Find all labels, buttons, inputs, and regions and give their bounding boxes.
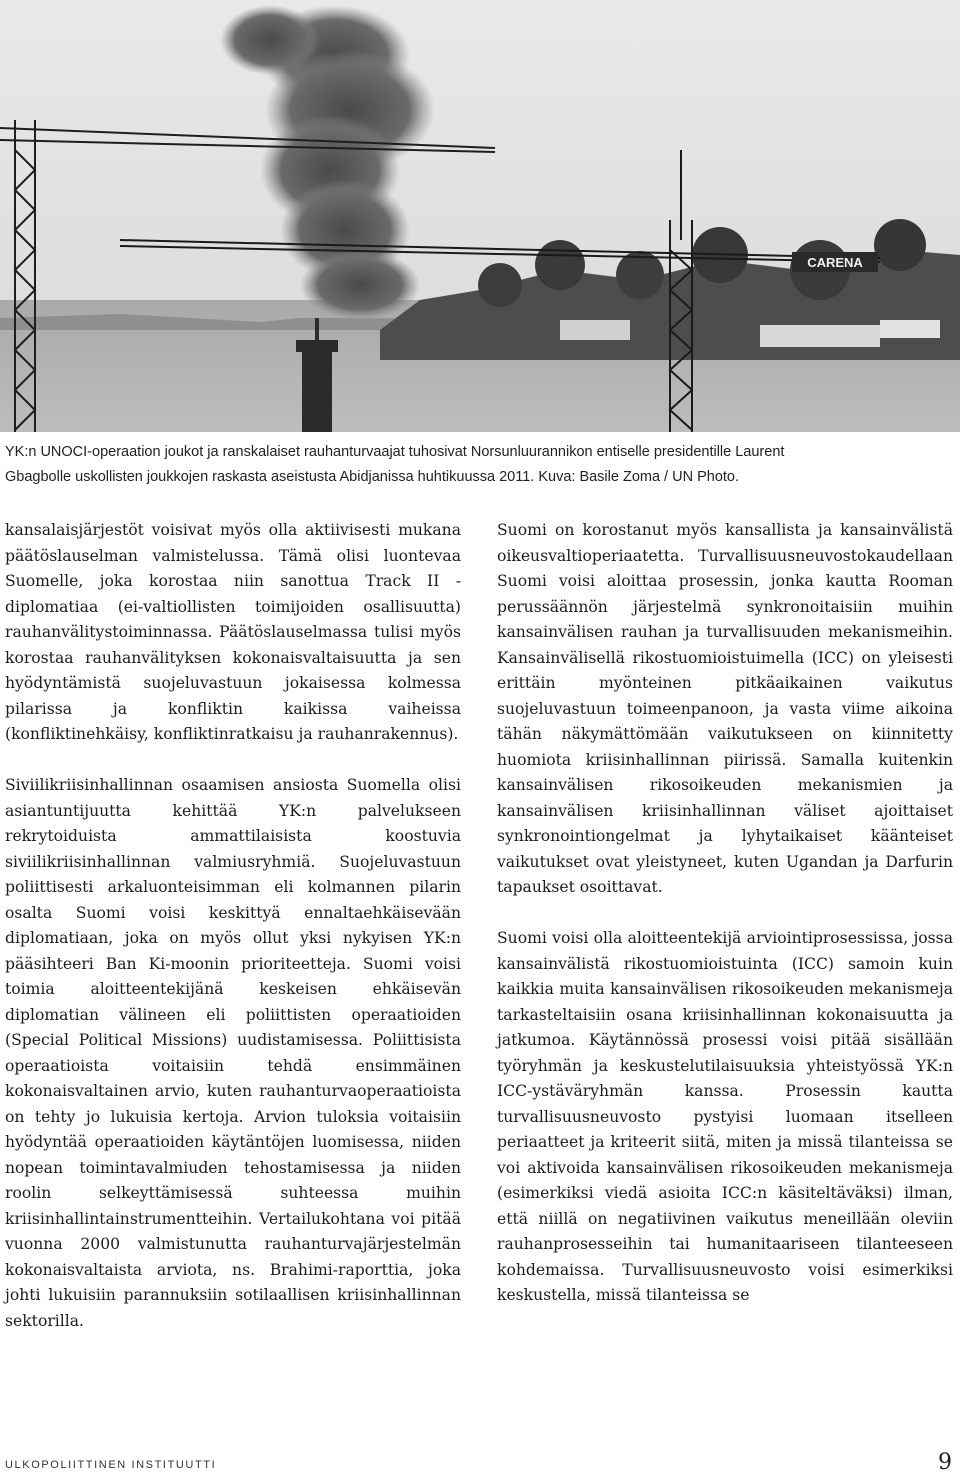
left-paragraph-1: kansalaisjärjestöt voisivat myös olla aktiivisesti mukana päätöslauselman valmistelussa. Tämä olisi luontevaa Suomelle, joka korostaa niin sanottua Track II -diplomatiaa (ei-valtiollisten toimijoiden osallisuutta) rauhanvälitystoiminnassa. Päätöslauselmassa tulisi myös korostaa rauhanvälityksen kokonaisvaltaisuutta ja sen hyödyntämistä suojeluvastuun jokaisessa kolmessa pilarissa ja konfliktin kaikissa vaiheissa (konfliktinehkäisy, konfliktinratkaisu ja rauhanrakennus). <box>5 521 461 743</box>
right-column <box>497 518 953 1309</box>
caption-line-2: Gbagbolle uskollisten joukkojen raskasta aseistusta Abidjanissa huhtikuussa 2011. Kuva: Basile Zoma / UN Photo. <box>5 469 740 485</box>
left-column <box>5 518 461 1334</box>
right-paragraph-1: Suomi on korostanut myös kansallista ja kansainvälistä oikeusvaltioperiaatetta. Turvallisuusneuvostokaudellaan Suomi voisi aloittaa prosessin, jonka kautta Rooman perussäännön järjestelmä synkronoitaisiin muihin kansainvälisen rauhan ja turvallisuuden mekanismeihin. Kansainvälisellä rikostuomioistuimella (ICC) on yleisesti erittäin myönteinen pitkäaikainen vaikutus suojeluvastuun toimeenpanoon, ja vasta viime aikoina tähän näkymättömään vaikutukseen on kiinnitetty huomiota kriisinhallinnan piirissä. Samalla kuitenkin kansainvälisen rikosoikeuden mekanismien ja kansainvälisen kriisinhallinnan väliset ajoittaiset synkronointiongelmat ja lyhytaikaiset käänteiset vaikutukset ovat yleistyneet, kuten Ugandan ja Darfurin tapaukset osoittavat. <box>497 521 953 896</box>
caption-line-1: YK:n UNOCI-operaation joukot ja ranskalaiset rauhanturvaajat tuhosivat Norsunluurannikon entiselle presidentille Laurent <box>5 444 785 460</box>
news-photo <box>0 0 960 432</box>
crane-sign-text: CARENA <box>807 255 863 270</box>
right-paragraph-2: Suomi voisi olla aloitteentekijä arviointiprosessissa, jossa kansainvälistä rikostuomioistuinta (ICC) samoin kuin kaikkia muita kansainvälisen rikosoikeuden mekanismeja tarkasteltaisiin osana kriisinhallinnan kokonaisuutta ja jatkumoa. Käytännössä prosessi voisi pitää sisällään työryhmän ja keskustelutilaisuuksia yhteistyössä YK:n ICC-ystäväryhmän kanssa. Prosessin kautta turvallisuusneuvosto pystyisi luomaan itselleen periaatteet ja kriteerit siitä, miten ja missä tilanteissa se voi aktivoida kansainvälisen rikosoikeuden mekanismeja (esimerkiksi viedä asioita ICC:n käsiteltäväksi) ilman, että niillä on negatiivinen vaikutus meneillään oleviin rauhanprosesseihin tai humanitaariseen tilanteeseen kohdemaissa. Turvallisuusneuvosto voisi esimerkiksi keskustella, missä tilanteissa se <box>497 929 953 1304</box>
page-number: 9 <box>938 1450 952 1475</box>
left-paragraph-2: Siviilikriisinhallinnan osaamisen ansiosta Suomella olisi asiantuntijuutta kehittää YK:n palvelukseen rekrytoiduista ammattilaisista koostuvia siviilikriisinhallinnan valmiusryhmiä. Suojeluvastuun poliittisesti arkaluonteisimman eli kolmannen pilarin osalta Suomi voisi keskittyä ennaltaehkäisevään diplomatiaan, joka on myös ollut yksi nykyisen YK:n pääsihteeri Ban Ki-moonin prioriteetteja. Suomi voisi toimia aloitteentekijänä keskeisen ehkäisevän diplomatian välineen eli poliittisten operaatioiden (Special Political Missions) uudistamisessa. Poliittisista operaatioista voitaisiin tehdä ensimmäinen kokonaisvaltainen arvio, kuten rauhanturvaoperaatioista on tehty jo lukuisia kertoja. Arvion tuloksia voitaisiin hyödyntää operaatioiden käytäntöjen luomisessa, niiden nopean toimintavalmiuden tehostamisessa ja niiden roolin selkeyttämisessä suhteessa muihin kriisinhallintainstrumentteihin. Vertailukohtana voi pitää vuonna 2000 valmistunutta rauhanturvajärjestelmän kokonaisvaltaista arviota, ns. Brahimi-raporttia, joka johti lukuisiin parannuksiin sotilaallisen kriisinhallinnan sektorilla. <box>5 776 461 1330</box>
publisher-footer: ULKOPOLIITTINEN INSTITUUTTI <box>5 1459 217 1471</box>
photo-caption <box>5 440 945 490</box>
